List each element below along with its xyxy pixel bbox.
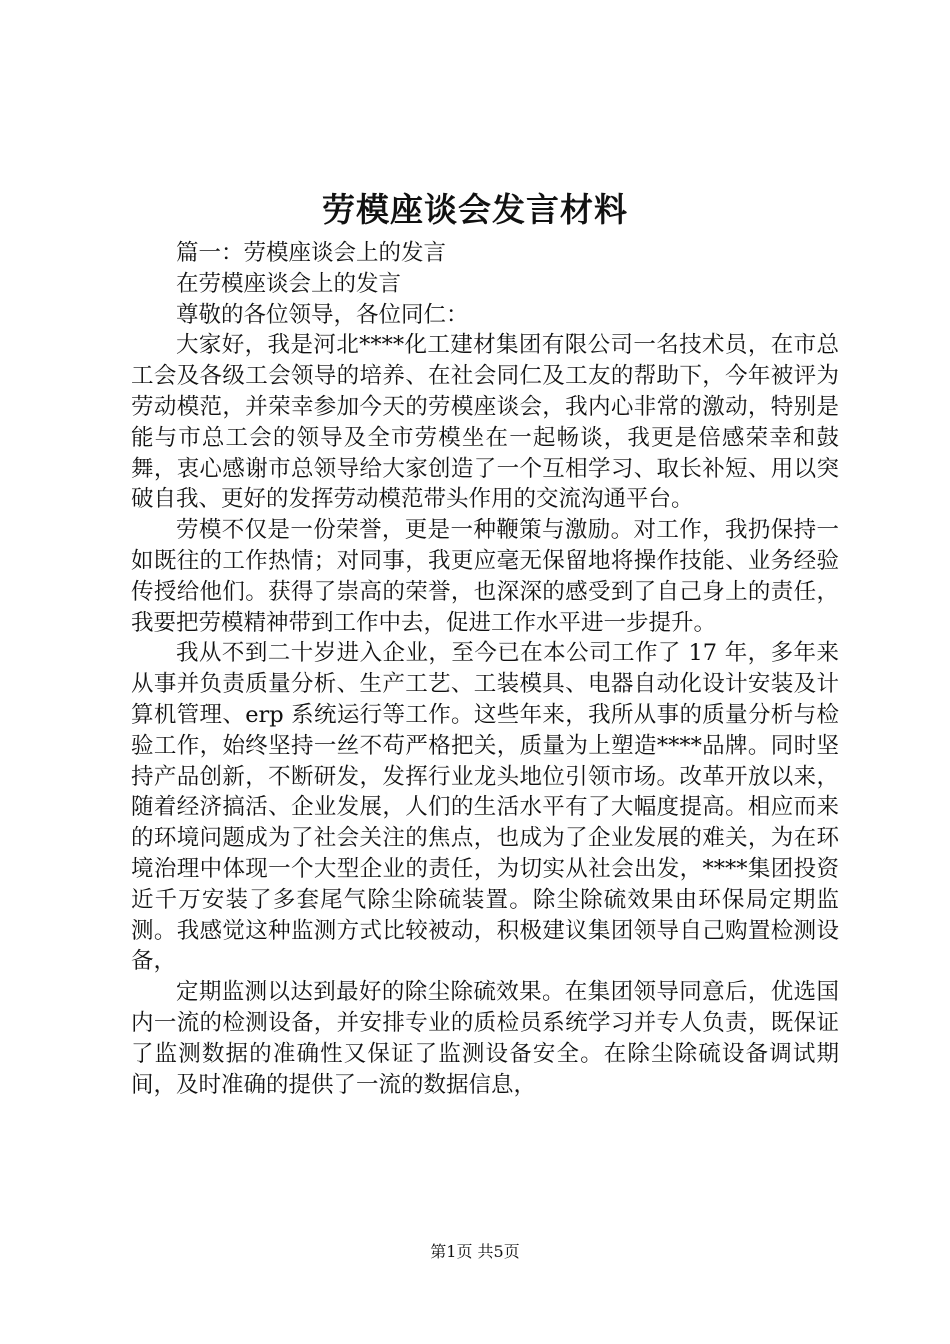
paragraph-career: 我从不到二十岁进入企业，至今已在本公司工作了 17 年，多年来从事并负责质量分析、生产工艺、工装模具、电器自动化设计安装及计算机管理、erp 系统运行等工作。这些年来，我所从事的质量分析与检验工作，始终坚持一丝不苟严格把关，质量为上塑造****品牌。同时坚持产品创新，不断研发，发挥行业龙头地位引领市场。改革开放以来，随着经济搞活、企业发展，人们的生活水平有了大幅度提高。相应而来的环境问题成为了社会关注的焦点，也成为了企业发展的难关，为在环境治理中体现一个大型企业的责任，为切实从社会出发，****集团投资近千万安装了多套尾气除尘除硫装置。除尘除硫效果由环保局定期监测。我感觉这种监测方式比较被动，积极建议集团领导自己购置检测设备， [131, 640, 839, 975]
paragraph-speech-heading: 在劳模座谈会上的发言 [176, 270, 402, 297]
paragraph-chapter-heading: 篇一：劳模座谈会上的发言 [176, 240, 447, 266]
paragraph-introduction: 大家好，我是河北****化工建材集团有限公司一名技术员，在市总工会及各级工会领导的培养、在社会同仁及工友的帮助下，今年被评为劳动模范，并荣幸参加今天的劳模座谈会，我内心非常的激动，特别是能与市总工会的领导及全市劳模坐在一起畅谈，我更是倍感荣幸和鼓舞，衷心感谢市总领导给大家创造了一个互相学习、取长补短、用以突破自我、更好的发挥劳动模范带头作用的交流沟通平台。 [131, 332, 839, 513]
document-title: 劳模座谈会发言材料 [322, 190, 628, 229]
page-number-footer: 第1页 共5页 [430, 1242, 520, 1261]
paragraph-honor: 劳模不仅是一份荣誉，更是一种鞭策与激励。对工作，我扔保持一如既往的工作热情；对同事，我更应毫无保留地将操作技能、业务经验传授给他们。获得了崇高的荣誉，也深深的感受到了自己身上的责任，我要把劳模精神带到工作中去，促进工作水平进一步提升。 [131, 517, 839, 636]
document-body [131, 238, 839, 1100]
paragraph-salutation: 尊敬的各位领导，各位同仁： [176, 301, 469, 328]
paragraph-monitoring: 定期监测以达到最好的除尘除硫效果。在集团领导同意后，优选国内一流的检测设备，并安排专业的质检员系统学习并专人负责，既保证了监测数据的准确性又保证了监测设备安全。在除尘除硫设备调试期间，及时准确的提供了一流的数据信息， [131, 979, 839, 1098]
